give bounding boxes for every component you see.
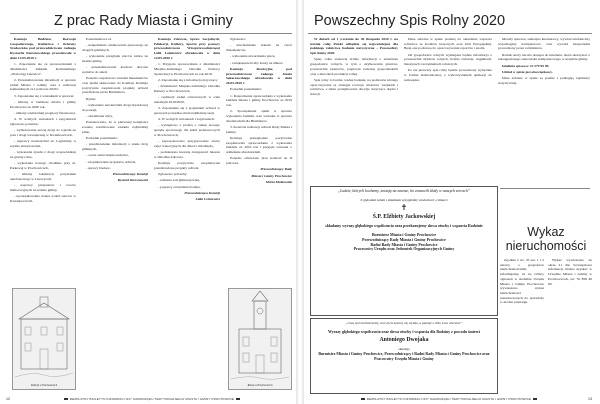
- list-item: Zgłoszono potrzeby:: [158, 172, 188, 177]
- page-gutter: [296, 0, 304, 404]
- list-item: - wystąpiono z prośbą o zakup nowego sprzętu sportowego dla szkół podstawowych w Prochowicach,: [154, 123, 220, 137]
- column-paragraph: Spis rolny to bardzo ważne badanie, na podstawie którego opracowywane są strategie rozwoju obszarów wiejskich i rolnictwa, a także podejmowane decyzje dotyczące dopłat i dotacji.: [310, 77, 398, 96]
- list-item: - ocena stanu bezpieczeństwa,: [86, 153, 129, 158]
- list-item: 3. Zapoznanie się z projektami uchwał w sprawach porządku obrad najbliższej sesji.: [154, 106, 220, 115]
- signature-title: Przewodniczący Rady: [260, 167, 292, 172]
- condolence-from: Radni Rady Miasta i Gminy Prochowice: [370, 242, 438, 247]
- left-column-4: [226, 37, 292, 283]
- wykaz-paragraph: Wykaz wywieszono na okres 21 dni. Szczegółowe informacje można uzyskać w Urzędzie Miasta i Gminy w Prochowicach, tel. 76 858 40 00.: [548, 258, 592, 286]
- list-item: - uzupełnienie oznakowania pionowego na drogach gminnych,: [82, 43, 148, 52]
- list-item: - wykonania zjazdu z drogi wojewódzkiej na grunty rolne,: [10, 150, 76, 159]
- list-item: 1. Przyjęcie sprawozdania z działalności Miejsko-Gminnego Ośrodka Pomocy Społecznej w Prochowicach za rok 2019.: [154, 62, 220, 76]
- list-item: - zmiany lokalizacji przystanku autobusowego w Lisowicach,: [10, 172, 76, 181]
- left-page-title: Z prac Rady Miasta i Gminy: [54, 13, 233, 29]
- list-item: - wykonania nowego chodnika przy ul. Parkowej w Prochowicach,: [10, 161, 76, 170]
- list-item: 2. Sporządzenie opinii w sprawie wykonania budżetu oraz wniosku w sprawie absolutorium dla Burmistrza.: [226, 109, 292, 123]
- list-item: 2. Przeanalizowanie informacji w sprawie zadań Miasta i Gminy oraz z realizacji komunalnych za I półrocze 2020 r.: [10, 77, 76, 92]
- condolence-message: składamy wyrazy głębokiego współczucia oraz przekazujemy słowa otuchy i wsparcia Rodzinie: [325, 223, 483, 228]
- signature-name: Ryszard Kiersnowski: [117, 178, 148, 183]
- list-item: Porządek posiedzenia:: [230, 87, 262, 92]
- right-column-3: [498, 37, 590, 187]
- column-paragraph: Infolinia spisowa: 22 279 99 99.: [502, 63, 550, 68]
- list-item: Komisja Rewizyjna pod przewodnictwem radnego Józefa Sękaczewskiego obradowała w dniu 26.05.2020 r.: [226, 66, 292, 85]
- wykaz-title: Wykaz nieruchomości: [505, 225, 587, 253]
- condolence-from: Burmistrz Miasta i Gminy Prochowice, Przewodniczący i Radni Rady Miasta i Gminy Prochowice oraz Pracownicy Urzędu Miasta i Gminy: [318, 351, 490, 361]
- deceased-name: Ś.P. Elżbiety Jackowskiej: [372, 213, 436, 220]
- list-item: Postanowiono, że w pierwszej kolejności zostaną zrealizowane zadania najbardziej pilne.: [82, 120, 148, 134]
- right-page-title: Powszechny Spis Rolny 2020: [314, 13, 506, 29]
- list-item: - oświetlenia ulicy,: [86, 114, 113, 118]
- list-item: Komisja jednogłośnie pozytywnie zaopiniowała sprawozdanie z wykonania budżetu za 2019 rok i przyjęła wniosek o udzielenie absolutorium.: [226, 136, 292, 155]
- column-paragraph: Dane zebrane w spisie posłużą do określenia wsparcia rolnictwa ze środków krajowych oraz Unii Europejskiej. Będą one podstawą do opracowywania raportów i analiz.: [404, 37, 492, 51]
- signature-title: Przewodniczący Komisji: [112, 172, 148, 177]
- condolence-lead: Z głębokim żalem i smutkiem przyjęliśmy wiadomość o śmierci: [360, 197, 448, 202]
- signature-subtitle: Miasta i Gminy Prochowice: [251, 173, 292, 178]
- condolence-from: Przewodniczący Rady Miasta i Gminy Prochowice: [362, 237, 446, 242]
- condolence-notice-1: [314, 189, 494, 252]
- list-item: - wykonanie nawierzchni drogi dojazdowej do posesji,: [82, 103, 148, 112]
- deceased-name: Antoniego Dwojaka: [379, 336, 429, 343]
- list-item: Ponadto omówiono plan kontroli na II półrocze.: [226, 156, 292, 166]
- page-number-left: 12: [6, 397, 10, 401]
- list-item: 3. Kontrola realizacji uchwał Rady Miasta i Gminy.: [226, 125, 292, 134]
- list-item: - podniesiono kwestię dostępności lekarza w Ośrodku Zdrowia.: [154, 150, 220, 159]
- column-paragraph: Spisy rolne stanowią źródło informacji o strukturze gospodarstw rolnych, w tym o użytkowaniu gruntów, powierzchni zasiewów, pogłowiu zwierząt gospodarskich oraz o metodach produkcji rolnej.: [310, 57, 398, 76]
- column-paragraph: Od gospodarstw rolnych wymagana będzie informacja o powierzchni użytków rolnych, liczbie zwierząt, ciągnikach, maszynach i urządzeniach rolniczych.: [404, 52, 492, 67]
- left-title-rule: [10, 33, 292, 34]
- list-item: 1. Zapoznanie się ze sprawozdaniem z działalności Zakładu Komunalnego „Wodociąg Lisewice”.: [10, 62, 76, 76]
- condolence-from: Pracownicy Urzędu oraz Jednostek Organizacyjnych Gminy: [353, 247, 455, 252]
- list-item: - naprawy przepustów i rowów melioracyjnych na terenie gminy,: [10, 183, 76, 192]
- list-item: - zaproponowano przygotowanie oferty zajęć wakacyjnych dla dzieci i młodzieży,: [154, 139, 220, 148]
- column-paragraph: Po raz pierwszy spis rolny będzie prowadzony wyłącznie w formie elektronicznej, z wykorzystaniem aplikacji do samospisu.: [404, 68, 492, 82]
- right-column-1: [310, 37, 398, 187]
- list-item: - wykonanie utwardzenia placu,: [230, 54, 276, 59]
- footer-text: BEZPŁATNY BIULETYN INFORMACYJNY SAMORZĄDU TERYTORIALNEGO MIASTA I GMINY PROCHOWICE: [366, 397, 532, 401]
- condolence-quote: „Ludzie, których kochamy, zostają na zawsze, bo zostawili ślady w naszych sercach”: [337, 189, 471, 193]
- list-item: - działalności Miejsko-Gminnego Ośrodka Kultury w Prochowicach,: [154, 84, 220, 93]
- illustration-caption: Pałacyk w Prochowicach: [30, 384, 58, 387]
- right-title-rule: [308, 33, 592, 34]
- list-item: - zaopiniowanie projektów uchwał,: [86, 159, 137, 164]
- list-item: - uporządkowania terenu wokół stawów w Kwiatkowicach.: [10, 194, 76, 203]
- left-column-3: [154, 37, 220, 387]
- list-item: 1. Rozpatrzenie sprawozdania z wykonania budżetu miasta i gminy Prochowice za 2019 rok.: [226, 93, 292, 107]
- list-item: - uruchomienie kanału na rzecz mieszkańców,: [226, 43, 292, 52]
- wykaz-paragraph: Zgodnie z art. 35 ust. 1 i 2 ustawy o gospodarce nieruchomościami, informujemy, że na tablicy ogłoszeń w siedzibie Urzędu Miasta i Gminy Prochowice wywieszono wykaz nieruchomości przeznaczonych do sprzedaży w drodze przetargu.: [500, 258, 544, 305]
- left-column-2: [82, 37, 148, 387]
- list-item: - realizacji zadań oświatowych w roku szkolnym 2019/2020,: [154, 95, 220, 104]
- wykaz-column-2: [548, 258, 592, 393]
- column-paragraph: Dane zebrane w spisie są poufne i podlegają tajemnicy statystycznej.: [498, 76, 590, 85]
- list-item: Ponadto rozpatrzono wnioski mieszkańców oraz pisma skierowane do Komisji. Komisja pozytywnie zaopiniowała projekty uchwał przedłożone przez Burmistrza.: [82, 76, 148, 95]
- list-item: - remontu sali gimnastycznej,: [158, 178, 200, 183]
- town-hall-illustration: [228, 288, 292, 390]
- list-item: 4. W wolnych wnioskach i zapytaniach:: [158, 117, 215, 122]
- column-paragraph: Zgłoszono:: [230, 37, 246, 41]
- list-item: - przeanalizowania kosztów dowozu uczniów do szkół.: [82, 65, 148, 74]
- building-sketch-icon: [13, 289, 75, 389]
- condolence-message: Wyrazy głębokiego współczucia oraz słowa otuchy i wsparcia dla Rodziny z powodu śmierci: [327, 329, 481, 334]
- condolence-from: Burmistrz Miasta i Gminy Prochowice: [371, 232, 437, 237]
- left-column-1: [10, 37, 76, 283]
- list-item: 2. Zapoznanie się z informacją dotyczącą:: [158, 77, 218, 82]
- list-item: - zwiększenia liczby koszy na śmieci.: [230, 60, 284, 65]
- list-item: Rybno:: [86, 96, 97, 101]
- cross-icon: ✝: [400, 202, 408, 212]
- column-paragraph: Komisja Zdrowia, Spraw Socjalnych, Edukacji, Kultury, Sportu przy pomocy przewodnictwem Wiceprzewodniczącej Lidii Leśniewicz obradowała w dniu 14.05.2020 r.: [154, 37, 220, 60]
- signature-name: Lidia Leśniewicz: [195, 197, 220, 202]
- right-footer: [306, 396, 592, 403]
- condolence-lead: składają: [398, 346, 410, 351]
- column-paragraph: Posiedzeniowa za: [86, 37, 112, 41]
- list-item: - zmiany w budżecie miasta i gminy Prochowice na 2020 rok,: [10, 99, 76, 109]
- list-item: 4. W wolnych wnioskach i zapytaniach zgłoszono potrzebę:: [10, 117, 76, 126]
- list-item: Komisja pozytywnie zaopiniowała przedstawione projekty uchwał.: [154, 161, 220, 170]
- palace-illustration: [12, 288, 76, 390]
- signature-title: Przewodnicząca Komisji: [184, 191, 220, 195]
- town-hall-sketch-icon: [229, 289, 291, 389]
- column-paragraph: Udział w spisie jest obowiązkowy.: [502, 70, 553, 74]
- column-paragraph: Metody spisowe: samospis internetowy, wywiad telefoniczny wspomagany komputerowo oraz wywiad bezpośredni prowadzony przez rachmistrza.: [498, 37, 590, 51]
- page-number-right: 13: [588, 397, 592, 401]
- list-item: - naprawy nawierzchni ul. Legnickiej w rejonie skrzyżowania,: [10, 139, 76, 148]
- list-item: Porządek posiedzenia:: [86, 136, 118, 140]
- wykaz-rule: [500, 188, 590, 189]
- illustration-caption: Ratusz w Prochowicach: [247, 384, 273, 387]
- wykaz-column-1: [500, 258, 544, 393]
- list-item: - wykonanie przeglądu placów zabaw na terenie gminy,: [82, 54, 148, 63]
- column-paragraph: Komisja Budżetu, Rozwoju Gospodarczego, Rolnictwa i Ochrony Środowiska pod przewodnictwem radnego Ryszarda Kiersnowskiego procedowała w dniu 12.05.2020 r.: [10, 37, 76, 60]
- list-item: 3. Zapoznanie się z wnioskiem w sprawie:: [14, 93, 75, 98]
- list-item: - sprawy bieżące.: [86, 165, 111, 170]
- condolence-quote: „Czas jest nieśmiertelny, lecz życie kończy się szybko, a pamięć o Nim trwa wiecznie”: [345, 321, 463, 325]
- column-paragraph: Rolnik, który nie ma dostępu do internetu, może skorzystać z udostępnionego stanowiska komputerowego w urzędzie gminy.: [498, 52, 590, 62]
- signature-name: Marta Matkowiak: [265, 180, 292, 184]
- left-footer: [10, 396, 294, 403]
- list-item: - przedstawienie informacji o stanie dróg gminnych,: [82, 142, 148, 151]
- right-column-2: [404, 37, 492, 187]
- condolence-notice-2: [314, 321, 494, 362]
- column-paragraph: W dniach od 1 września do 30 listopada 2020 r. na terenie całej Polski odbędzie się najważniejsze dla polskiego rolnictwa badanie statystyczne – Powszechny Spis Rolny 2020.: [310, 37, 398, 56]
- footer-text: BEZPŁATNY BIULETYN INFORMACYJNY SAMORZĄDU TERYTORIALNEGO MIASTA I GMINY PROCHOWICE: [69, 397, 235, 401]
- list-item: - wybudowania nowej drogi do wjazdu na pola i drogi wewnętrznej w Kwiatkowicach,: [10, 128, 76, 137]
- list-item: - zmiany wieloletniej prognozy finansowej.: [14, 110, 76, 115]
- list-item: - poprawy oświetlenia boiska.: [158, 184, 201, 189]
